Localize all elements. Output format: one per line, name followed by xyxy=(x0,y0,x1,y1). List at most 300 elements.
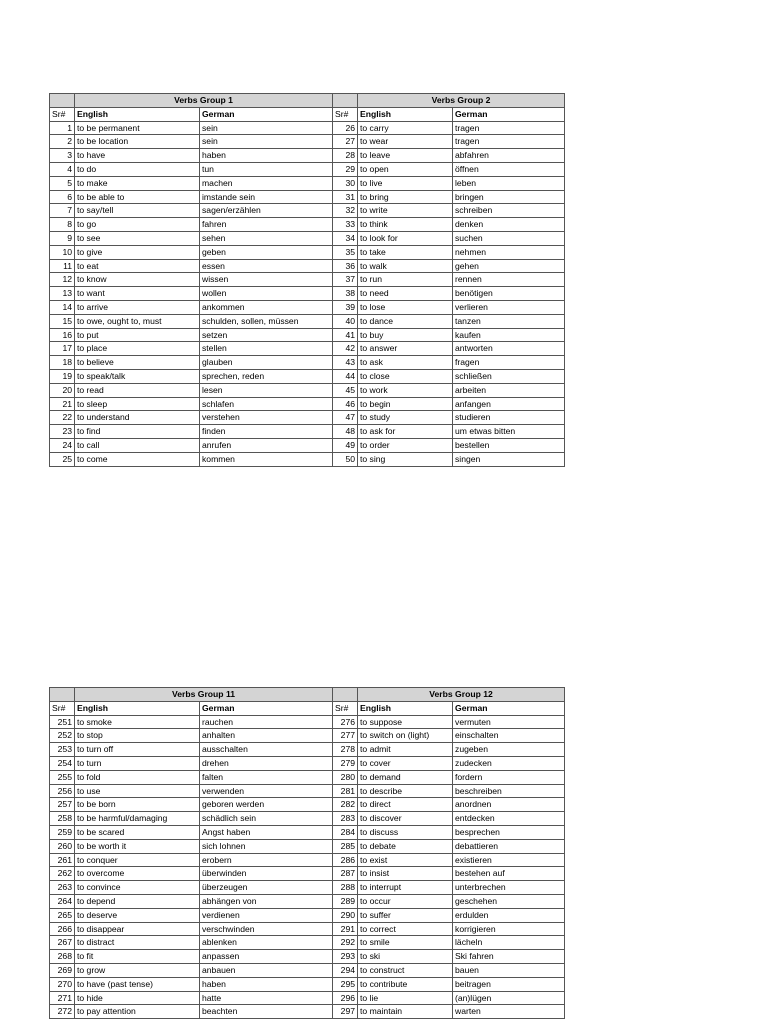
column-header-row xyxy=(50,107,565,121)
sr-number-cell: 293 xyxy=(333,950,358,964)
english-cell: to begin xyxy=(358,397,453,411)
sr-number-cell: 38 xyxy=(333,287,358,301)
sr-number-cell: 26 xyxy=(333,121,358,135)
sr-number-cell: 263 xyxy=(50,881,75,895)
col-header-sr: Sr# xyxy=(333,107,358,121)
group-title-left: Verbs Group 11 xyxy=(75,688,333,702)
sr-number-cell: 13 xyxy=(50,287,75,301)
english-cell: to turn off xyxy=(75,743,200,757)
sr-number-cell: 278 xyxy=(333,743,358,757)
table-row xyxy=(50,314,565,328)
sr-number-cell: 14 xyxy=(50,300,75,314)
table-row xyxy=(50,798,565,812)
german-cell: abfahren xyxy=(453,149,565,163)
english-cell: to study xyxy=(358,411,453,425)
sr-number-cell: 30 xyxy=(333,176,358,190)
english-cell: to answer xyxy=(358,342,453,356)
english-cell: to ask xyxy=(358,356,453,370)
sr-number-cell: 289 xyxy=(333,894,358,908)
german-cell: Angst haben xyxy=(200,825,333,839)
sr-number-cell: 286 xyxy=(333,853,358,867)
german-cell: lächeln xyxy=(453,936,565,950)
table-row xyxy=(50,894,565,908)
german-cell: tragen xyxy=(453,121,565,135)
german-cell: korrigieren xyxy=(453,922,565,936)
english-cell: to make xyxy=(75,176,200,190)
header-blank-cell xyxy=(50,688,75,702)
english-cell: to turn xyxy=(75,756,200,770)
english-cell: to correct xyxy=(358,922,453,936)
sr-number-cell: 260 xyxy=(50,839,75,853)
english-cell: to overcome xyxy=(75,867,200,881)
sr-number-cell: 15 xyxy=(50,314,75,328)
sr-number-cell: 49 xyxy=(333,438,358,452)
sr-number-cell: 3 xyxy=(50,149,75,163)
german-cell: anfangen xyxy=(453,397,565,411)
col-header-english: English xyxy=(358,701,453,715)
col-header-sr: Sr# xyxy=(333,701,358,715)
english-cell: to understand xyxy=(75,411,200,425)
english-cell: to smoke xyxy=(75,715,200,729)
sr-number-cell: 253 xyxy=(50,743,75,757)
english-cell: to think xyxy=(358,218,453,232)
sr-number-cell: 277 xyxy=(333,729,358,743)
sr-number-cell: 8 xyxy=(50,218,75,232)
english-cell: to sleep xyxy=(75,397,200,411)
sr-number-cell: 279 xyxy=(333,756,358,770)
sr-number-cell: 291 xyxy=(333,922,358,936)
sr-number-cell: 262 xyxy=(50,867,75,881)
column-header-row xyxy=(50,701,565,715)
sr-number-cell: 21 xyxy=(50,397,75,411)
english-cell: to owe, ought to, must xyxy=(75,314,200,328)
sr-number-cell: 294 xyxy=(333,963,358,977)
table-row xyxy=(50,383,565,397)
sr-number-cell: 40 xyxy=(333,314,358,328)
german-cell: schädlich sein xyxy=(200,812,333,826)
german-cell: fragen xyxy=(453,356,565,370)
group-title-left: Verbs Group 1 xyxy=(75,94,333,108)
english-cell: to demand xyxy=(358,770,453,784)
sr-number-cell: 32 xyxy=(333,204,358,218)
col-header-sr: Sr# xyxy=(50,107,75,121)
sr-number-cell: 297 xyxy=(333,1005,358,1019)
german-cell: Ski fahren xyxy=(453,950,565,964)
sr-number-cell: 18 xyxy=(50,356,75,370)
german-cell: essen xyxy=(200,259,333,273)
sr-number-cell: 251 xyxy=(50,715,75,729)
english-cell: to eat xyxy=(75,259,200,273)
sr-number-cell: 261 xyxy=(50,853,75,867)
german-cell: verstehen xyxy=(200,411,333,425)
sr-number-cell: 252 xyxy=(50,729,75,743)
english-cell: to lose xyxy=(358,300,453,314)
sr-number-cell: 285 xyxy=(333,839,358,853)
sr-number-cell: 29 xyxy=(333,162,358,176)
sr-number-cell: 39 xyxy=(333,300,358,314)
sr-number-cell: 33 xyxy=(333,218,358,232)
sr-number-cell: 44 xyxy=(333,369,358,383)
table-row xyxy=(50,825,565,839)
english-cell: to depend xyxy=(75,894,200,908)
german-cell: finden xyxy=(200,425,333,439)
sr-number-cell: 27 xyxy=(333,135,358,149)
table-row xyxy=(50,963,565,977)
german-cell: rauchen xyxy=(200,715,333,729)
table-row xyxy=(50,190,565,204)
sr-number-cell: 25 xyxy=(50,452,75,466)
german-cell: stellen xyxy=(200,342,333,356)
english-cell: to disappear xyxy=(75,922,200,936)
english-cell: to occur xyxy=(358,894,453,908)
german-cell: lesen xyxy=(200,383,333,397)
german-cell: schreiben xyxy=(453,204,565,218)
table-row xyxy=(50,756,565,770)
sr-number-cell: 28 xyxy=(333,149,358,163)
english-cell: to discuss xyxy=(358,825,453,839)
table-row xyxy=(50,1005,565,1019)
english-cell: to be able to xyxy=(75,190,200,204)
german-cell: vermuten xyxy=(453,715,565,729)
english-cell: to live xyxy=(358,176,453,190)
table-row xyxy=(50,743,565,757)
german-cell: denken xyxy=(453,218,565,232)
english-cell: to buy xyxy=(358,328,453,342)
sr-number-cell: 47 xyxy=(333,411,358,425)
table-row xyxy=(50,397,565,411)
english-cell: to discover xyxy=(358,812,453,826)
sr-number-cell: 258 xyxy=(50,812,75,826)
english-cell: to cover xyxy=(358,756,453,770)
german-cell: sein xyxy=(200,121,333,135)
sr-number-cell: 45 xyxy=(333,383,358,397)
german-cell: haben xyxy=(200,149,333,163)
sr-number-cell: 268 xyxy=(50,950,75,964)
sr-number-cell: 287 xyxy=(333,867,358,881)
table-row xyxy=(50,425,565,439)
german-cell: um etwas bitten xyxy=(453,425,565,439)
english-cell: to take xyxy=(358,245,453,259)
german-cell: schlafen xyxy=(200,397,333,411)
german-cell: fordern xyxy=(453,770,565,784)
sr-number-cell: 284 xyxy=(333,825,358,839)
german-cell: verwenden xyxy=(200,784,333,798)
german-cell: sagen/erzählen xyxy=(200,204,333,218)
english-cell: to run xyxy=(358,273,453,287)
english-cell: to be worth it xyxy=(75,839,200,853)
table-row xyxy=(50,369,565,383)
sr-number-cell: 265 xyxy=(50,908,75,922)
sr-number-cell: 296 xyxy=(333,991,358,1005)
german-cell: falten xyxy=(200,770,333,784)
sr-number-cell: 2 xyxy=(50,135,75,149)
sr-number-cell: 257 xyxy=(50,798,75,812)
english-cell: to give xyxy=(75,245,200,259)
german-cell: geboren werden xyxy=(200,798,333,812)
table-row xyxy=(50,867,565,881)
sr-number-cell: 6 xyxy=(50,190,75,204)
table-row xyxy=(50,411,565,425)
german-cell: gehen xyxy=(453,259,565,273)
sr-number-cell: 10 xyxy=(50,245,75,259)
table-row xyxy=(50,287,565,301)
col-header-german: German xyxy=(200,107,333,121)
english-cell: to pay attention xyxy=(75,1005,200,1019)
english-cell: to carry xyxy=(358,121,453,135)
german-cell: studieren xyxy=(453,411,565,425)
german-cell: ankommen xyxy=(200,300,333,314)
group-title-right: Verbs Group 12 xyxy=(358,688,565,702)
table-row xyxy=(50,950,565,964)
sr-number-cell: 5 xyxy=(50,176,75,190)
english-cell: to conquer xyxy=(75,853,200,867)
english-cell: to distract xyxy=(75,936,200,950)
german-cell: arbeiten xyxy=(453,383,565,397)
table-row xyxy=(50,936,565,950)
sr-number-cell: 269 xyxy=(50,963,75,977)
sr-number-cell: 1 xyxy=(50,121,75,135)
sr-number-cell: 50 xyxy=(333,452,358,466)
german-cell: entdecken xyxy=(453,812,565,826)
german-cell: wissen xyxy=(200,273,333,287)
verbs-table-groups-11-12 xyxy=(49,687,565,1019)
sr-number-cell: 41 xyxy=(333,328,358,342)
english-cell: to use xyxy=(75,784,200,798)
sr-number-cell: 7 xyxy=(50,204,75,218)
german-cell: antworten xyxy=(453,342,565,356)
header-blank-cell xyxy=(333,688,358,702)
table-row xyxy=(50,121,565,135)
german-cell: bauen xyxy=(453,963,565,977)
table-row xyxy=(50,245,565,259)
sr-number-cell: 292 xyxy=(333,936,358,950)
german-cell: imstande sein xyxy=(200,190,333,204)
english-cell: to bring xyxy=(358,190,453,204)
header-blank-cell xyxy=(50,94,75,108)
sr-number-cell: 42 xyxy=(333,342,358,356)
table-row xyxy=(50,452,565,466)
sr-number-cell: 276 xyxy=(333,715,358,729)
german-cell: zugeben xyxy=(453,743,565,757)
sr-number-cell: 255 xyxy=(50,770,75,784)
col-header-sr: Sr# xyxy=(50,701,75,715)
table-row xyxy=(50,977,565,991)
english-cell: to arrive xyxy=(75,300,200,314)
german-cell: kaufen xyxy=(453,328,565,342)
german-cell: benötigen xyxy=(453,287,565,301)
english-cell: to direct xyxy=(358,798,453,812)
german-cell: erdulden xyxy=(453,908,565,922)
german-cell: sich lohnen xyxy=(200,839,333,853)
german-cell: rennen xyxy=(453,273,565,287)
german-cell: wollen xyxy=(200,287,333,301)
german-cell: nehmen xyxy=(453,245,565,259)
sr-number-cell: 283 xyxy=(333,812,358,826)
german-cell: erobern xyxy=(200,853,333,867)
german-cell: ausschalten xyxy=(200,743,333,757)
english-cell: to do xyxy=(75,162,200,176)
german-cell: existieren xyxy=(453,853,565,867)
english-cell: to construct xyxy=(358,963,453,977)
verbs-table-groups-1-2 xyxy=(49,93,565,467)
english-cell: to look for xyxy=(358,231,453,245)
sr-number-cell: 264 xyxy=(50,894,75,908)
english-cell: to have xyxy=(75,149,200,163)
english-cell: to grow xyxy=(75,963,200,977)
german-cell: anhalten xyxy=(200,729,333,743)
german-cell: unterbrechen xyxy=(453,881,565,895)
english-cell: to read xyxy=(75,383,200,397)
col-header-english: English xyxy=(75,107,200,121)
english-cell: to interrupt xyxy=(358,881,453,895)
german-cell: anrufen xyxy=(200,438,333,452)
english-cell: to sing xyxy=(358,452,453,466)
english-cell: to believe xyxy=(75,356,200,370)
english-cell: to describe xyxy=(358,784,453,798)
english-cell: to smile xyxy=(358,936,453,950)
german-cell: anordnen xyxy=(453,798,565,812)
german-cell: abhängen von xyxy=(200,894,333,908)
german-cell: glauben xyxy=(200,356,333,370)
german-cell: kommen xyxy=(200,452,333,466)
german-cell: überzeugen xyxy=(200,881,333,895)
english-cell: to find xyxy=(75,425,200,439)
english-cell: to ask for xyxy=(358,425,453,439)
german-cell: setzen xyxy=(200,328,333,342)
sr-number-cell: 267 xyxy=(50,936,75,950)
english-cell: to lie xyxy=(358,991,453,1005)
sr-number-cell: 12 xyxy=(50,273,75,287)
german-cell: warten xyxy=(453,1005,565,1019)
german-cell: anbauen xyxy=(200,963,333,977)
german-cell: überwinden xyxy=(200,867,333,881)
table-row xyxy=(50,812,565,826)
sr-number-cell: 266 xyxy=(50,922,75,936)
sr-number-cell: 43 xyxy=(333,356,358,370)
table-row xyxy=(50,922,565,936)
german-cell: bestehen auf xyxy=(453,867,565,881)
sr-number-cell: 271 xyxy=(50,991,75,1005)
german-cell: bringen xyxy=(453,190,565,204)
english-cell: to deserve xyxy=(75,908,200,922)
english-cell: to have (past tense) xyxy=(75,977,200,991)
english-cell: to call xyxy=(75,438,200,452)
german-cell: sprechen, reden xyxy=(200,369,333,383)
german-cell: anpassen xyxy=(200,950,333,964)
english-cell: to insist xyxy=(358,867,453,881)
german-cell: bestellen xyxy=(453,438,565,452)
english-cell: to walk xyxy=(358,259,453,273)
sr-number-cell: 34 xyxy=(333,231,358,245)
group-header-row xyxy=(50,94,565,108)
english-cell: to be harmful/damaging xyxy=(75,812,200,826)
english-cell: to leave xyxy=(358,149,453,163)
german-cell: singen xyxy=(453,452,565,466)
sr-number-cell: 9 xyxy=(50,231,75,245)
english-cell: to exist xyxy=(358,853,453,867)
sr-number-cell: 272 xyxy=(50,1005,75,1019)
german-cell: machen xyxy=(200,176,333,190)
english-cell: to be born xyxy=(75,798,200,812)
english-cell: to hide xyxy=(75,991,200,1005)
table-row xyxy=(50,839,565,853)
table-row xyxy=(50,231,565,245)
english-cell: to write xyxy=(358,204,453,218)
german-cell: leben xyxy=(453,176,565,190)
col-header-english: English xyxy=(358,107,453,121)
table-row xyxy=(50,438,565,452)
english-cell: to want xyxy=(75,287,200,301)
english-cell: to maintain xyxy=(358,1005,453,1019)
sr-number-cell: 270 xyxy=(50,977,75,991)
english-cell: to convince xyxy=(75,881,200,895)
german-cell: schulden, sollen, müssen xyxy=(200,314,333,328)
sr-number-cell: 24 xyxy=(50,438,75,452)
german-cell: einschalten xyxy=(453,729,565,743)
german-cell: verlieren xyxy=(453,300,565,314)
sr-number-cell: 282 xyxy=(333,798,358,812)
sr-number-cell: 37 xyxy=(333,273,358,287)
english-cell: to stop xyxy=(75,729,200,743)
table-row xyxy=(50,853,565,867)
english-cell: to suppose xyxy=(358,715,453,729)
group-header-row xyxy=(50,688,565,702)
table-row xyxy=(50,259,565,273)
english-cell: to wear xyxy=(358,135,453,149)
english-cell: to fold xyxy=(75,770,200,784)
group-title-right: Verbs Group 2 xyxy=(358,94,565,108)
sr-number-cell: 256 xyxy=(50,784,75,798)
sr-number-cell: 31 xyxy=(333,190,358,204)
sr-number-cell: 281 xyxy=(333,784,358,798)
table-row xyxy=(50,176,565,190)
table-row xyxy=(50,162,565,176)
english-cell: to close xyxy=(358,369,453,383)
table-row xyxy=(50,729,565,743)
german-cell: sein xyxy=(200,135,333,149)
english-cell: to admit xyxy=(358,743,453,757)
sr-number-cell: 16 xyxy=(50,328,75,342)
sr-number-cell: 48 xyxy=(333,425,358,439)
table-row xyxy=(50,149,565,163)
table-row xyxy=(50,356,565,370)
english-cell: to know xyxy=(75,273,200,287)
table-row xyxy=(50,300,565,314)
english-cell: to see xyxy=(75,231,200,245)
german-cell: besprechen xyxy=(453,825,565,839)
german-cell: zudecken xyxy=(453,756,565,770)
table-row xyxy=(50,342,565,356)
german-cell: suchen xyxy=(453,231,565,245)
table-row xyxy=(50,991,565,1005)
sr-number-cell: 288 xyxy=(333,881,358,895)
table-row xyxy=(50,881,565,895)
sr-number-cell: 295 xyxy=(333,977,358,991)
table-row xyxy=(50,715,565,729)
german-cell: tun xyxy=(200,162,333,176)
col-header-german: German xyxy=(200,701,333,715)
sr-number-cell: 11 xyxy=(50,259,75,273)
english-cell: to come xyxy=(75,452,200,466)
table-row xyxy=(50,135,565,149)
table-row xyxy=(50,784,565,798)
english-cell: to need xyxy=(358,287,453,301)
col-header-german: German xyxy=(453,701,565,715)
german-cell: tanzen xyxy=(453,314,565,328)
german-cell: geben xyxy=(200,245,333,259)
table-row xyxy=(50,770,565,784)
english-cell: to dance xyxy=(358,314,453,328)
